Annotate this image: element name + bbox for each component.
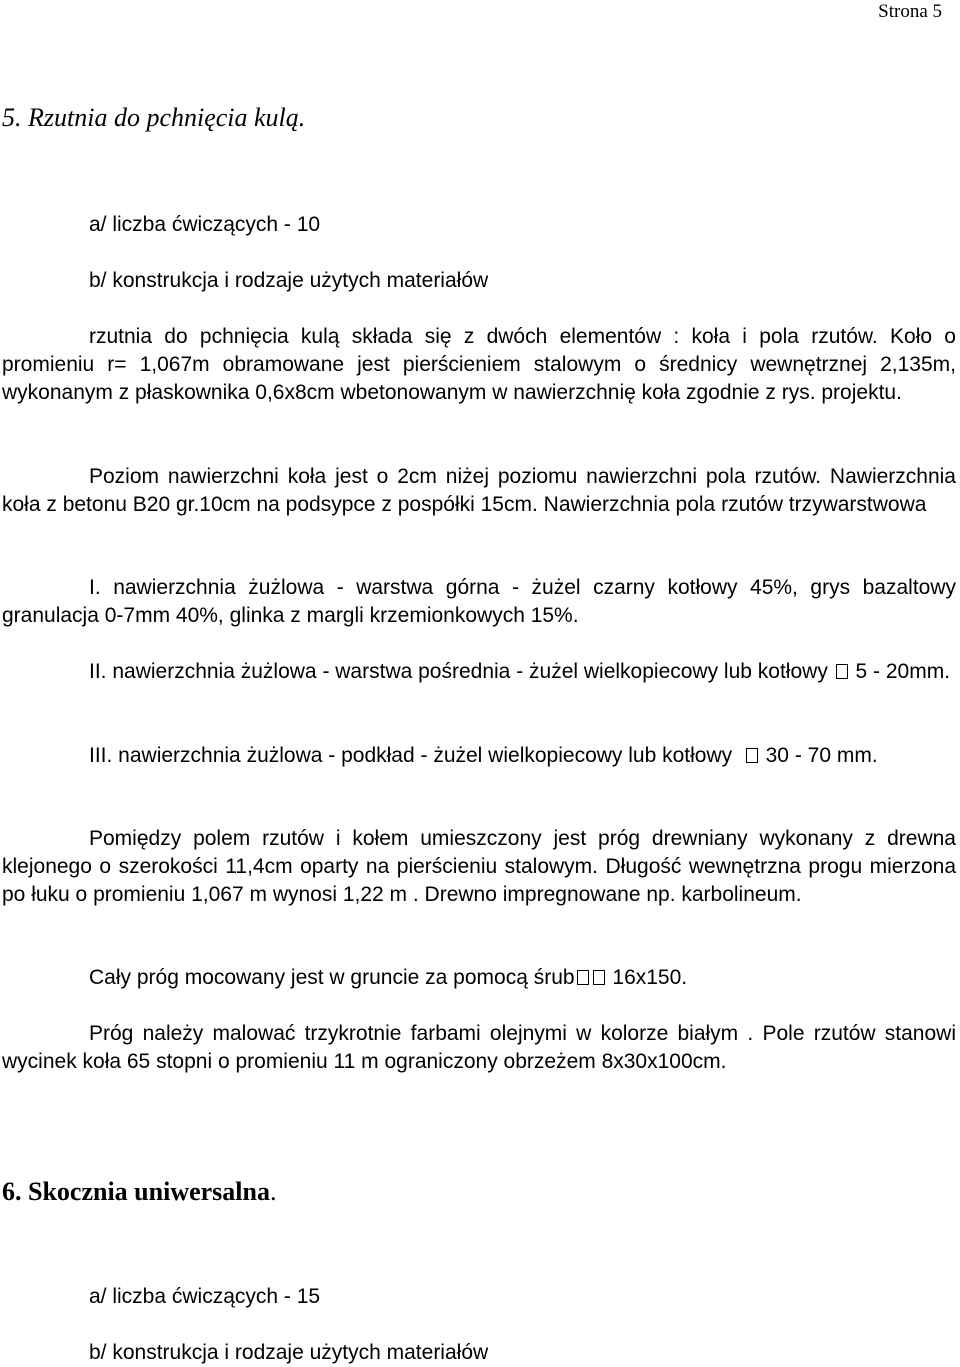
diameter-symbol-icon [836, 664, 848, 679]
paragraph-text: Próg należy malować trzykrotnie farbami olejnymi w kolorze białym . Pole rzutów stanowi wycinek koła 65 stopni o promieniu 11 m ograniczony obrzeżem 8x30x100cm. [2, 1022, 956, 1073]
section-5-item-a: a/ liczba ćwiczących - 10 [89, 213, 321, 236]
paragraph-text: I. nawierzchnia żużlowa - warstwa górna - żużel czarny kotłowy 45%, grys bazaltowy granulacja 0-7mm 40%, glinka z margli krzemionkowych 15%. [2, 576, 956, 627]
section-6-item-b: b/ konstrukcja i rodzaje użytych materiałów [89, 1341, 489, 1364]
paragraph-threshold-mount [2, 964, 956, 992]
threshold-mount-size: 16x150. [606, 966, 688, 989]
diameter-symbol-icon [593, 970, 605, 985]
section-5-title: 5. Rzutnia do pchnięcia kulą. [2, 103, 306, 132]
paragraph-circle-description [2, 323, 956, 407]
layer-3-size: 30 - 70 mm. [759, 744, 878, 767]
paragraph-text [2, 964, 956, 992]
paragraph-text: Pomiędzy polem rzutów i kołem umieszczony jest próg drewniany wykonany z drewna klejonego o szerokości 11,4cm oparty na pierścieniu stalowym. Długość wewnętrzna progu mierzona po łuku o promieniu 1,067 m wynosi 1,22 m . Drewno impregnowane np. karbolineum. [2, 827, 956, 906]
layer-2-text: II. nawierzchnia żużlowa - warstwa pośrednia - żużel wielkopiecowy lub kotłowy [89, 660, 828, 683]
paragraph-text [2, 742, 956, 770]
diameter-symbol-icon [577, 970, 589, 985]
paragraph-layer-1 [2, 574, 956, 630]
threshold-mount-text: Cały próg mocowany jest w gruncie za pomocą śrub [89, 966, 575, 989]
paragraph-painting [2, 1020, 956, 1076]
section-6-item-a: a/ liczba ćwiczących - 15 [89, 1285, 321, 1308]
diameter-symbol-icon [746, 748, 758, 763]
paragraph-text: rzutnia do pchnięcia kulą składa się z dwóch elementów : koła i pola rzutów. Koło o promieniu r= 1,067m obramowane jest pierścieniem stalowym o średnicy wewnętrznej 2,135m, wykonanym z płaskownika 0,6x8cm wbetonowanym w nawierzchnię koła zgodnie z rys. projektu. [2, 325, 956, 404]
paragraph-text: Poziom nawierzchni koła jest o 2cm niżej poziomu nawierzchni pola rzutów. Nawierzchnia koła z betonu B20 gr.10cm na podsypce z pospółki 15cm. Nawierzchnia pola rzutów trzywarstwowa [2, 465, 956, 516]
page-number: Strona 5 [878, 1, 942, 22]
layer-2-size: 5 - 20mm. [849, 660, 951, 683]
paragraph-text [2, 658, 956, 686]
paragraph-surface-level [2, 463, 956, 519]
paragraph-layer-3 [2, 742, 956, 770]
section-6-title-dot: . [270, 1177, 277, 1206]
section-6-title [2, 1177, 277, 1207]
section-6-title-text: 6. Skocznia uniwersalna [2, 1177, 270, 1206]
section-5-item-b: b/ konstrukcja i rodzaje użytych materiałów [89, 269, 489, 292]
paragraph-threshold [2, 825, 956, 909]
layer-3-text: III. nawierzchnia żużlowa - podkład - żużel wielkopiecowy lub kotłowy [89, 744, 733, 767]
paragraph-layer-2 [2, 658, 956, 686]
